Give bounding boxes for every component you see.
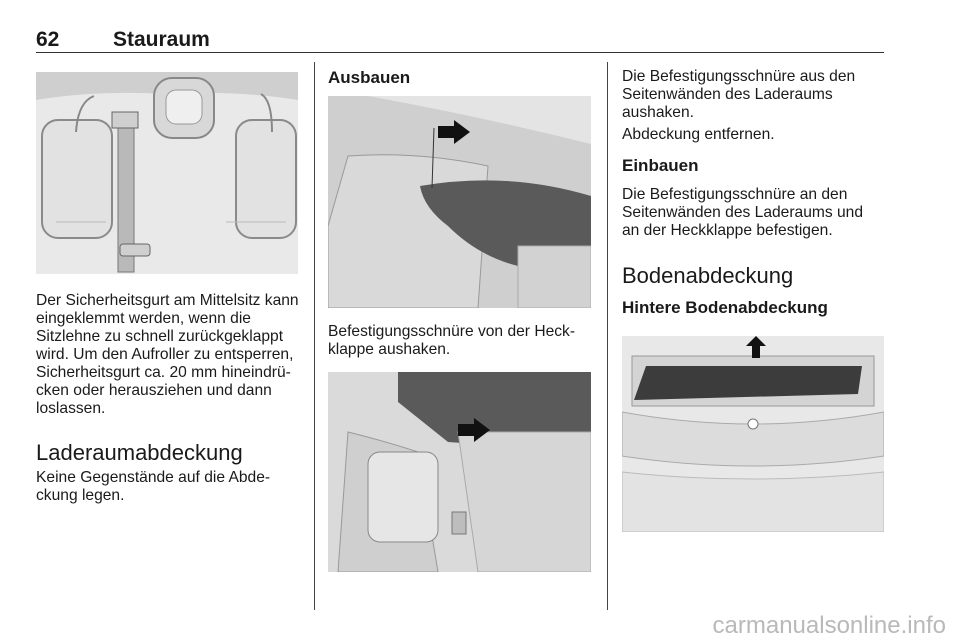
install-cords-text: Die Befestigungsschnüre an den Seitenwänden des Laderaums und an der Heckklappe befestigen. [622,186,864,239]
subheading-hintere-bodenabdeckung: Hintere Bodenabdeckung [622,298,828,317]
remove-cords-text: Die Befestigungsschnüre aus den Seitenwänden des Laderaums aushaken. [622,68,856,121]
heading-bodenabdeckung: Bodenabdeckung [622,263,794,288]
side-wall-cord-illustration [328,372,591,572]
rear-seat-belt-illustration [36,72,298,274]
heading-laderaumabdeckung: Laderaumabdeckung [36,440,243,465]
remove-cover-text: Abdeckung entfernen. [622,126,775,143]
rear-floor-cover-illustration [622,336,884,532]
seat-belt-caption: Der Sicherheitsgurt am Mittelsitz kann eingeklemmt werden, wenn die Sitzlehne zu schnell zurückgeklappt wird. Um den Aufroller zu entsperren, Sicherheitsgurt ca. 20 mm hineindrücken oder herausziehen und dann loslassen. [36,292,299,417]
header-rule [36,52,884,53]
column-divider-2 [607,62,608,610]
watermark: carmanualsonline.info [712,612,946,639]
heading-ausbauen: Ausbauen [328,68,411,87]
tailgate-caption: Befestigungsschnüre von der Heckklappe aushaken. [328,323,576,358]
cover-notice: Keine Gegenstände auf die Abdeckung legen. [36,469,271,504]
column-divider-1 [314,62,315,610]
section-title: Stauraum [113,28,210,51]
tailgate-cord-illustration [328,96,591,308]
page-number: 62 [36,28,60,51]
heading-einbauen: Einbauen [622,156,699,175]
